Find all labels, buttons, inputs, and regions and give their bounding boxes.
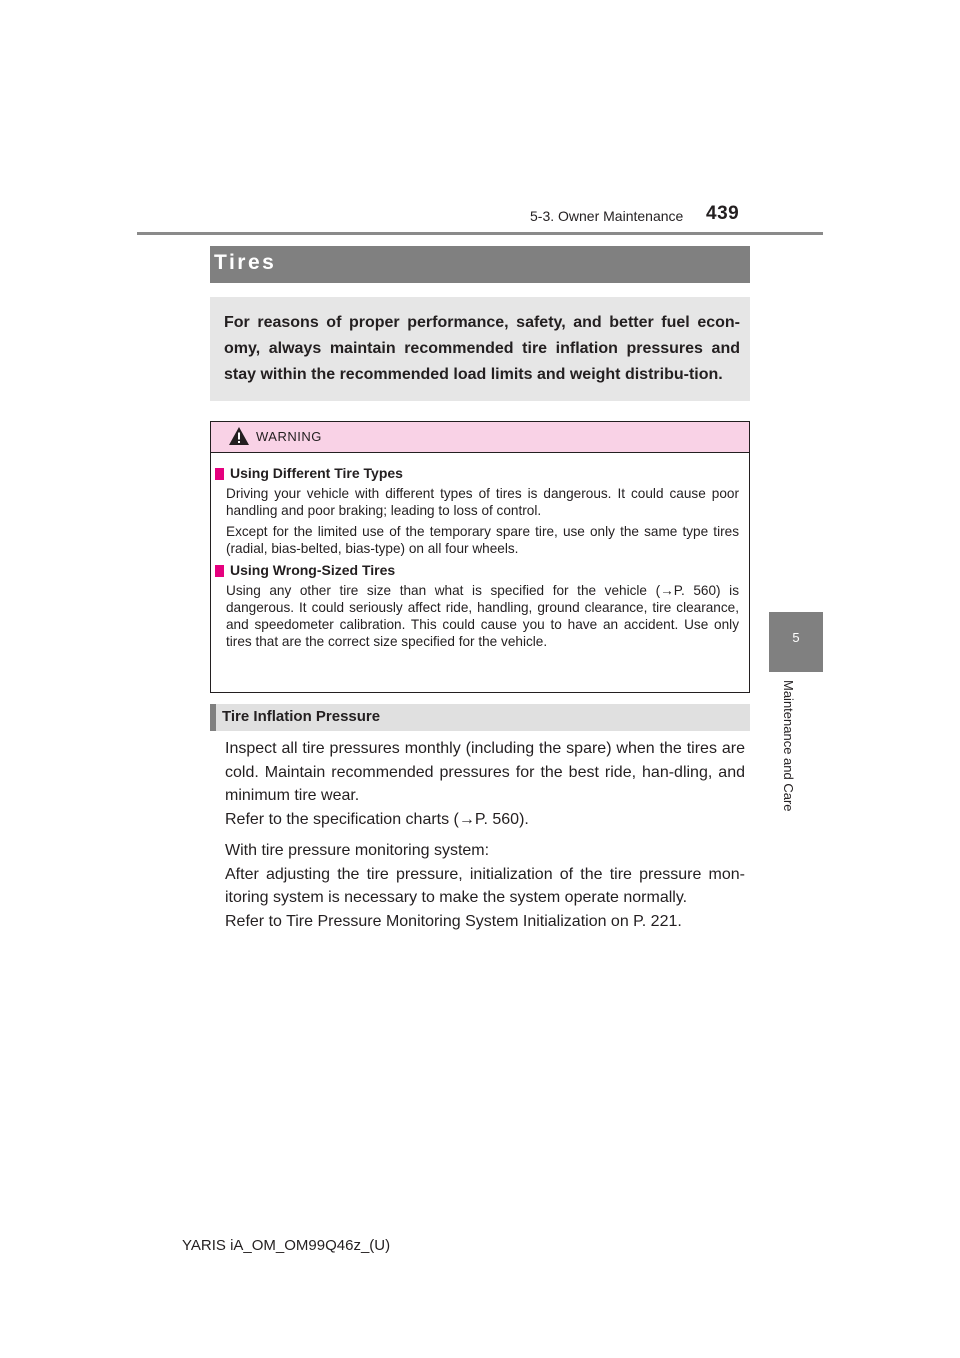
warning-item-title-text: Using Wrong-Sized Tires xyxy=(230,562,396,578)
subsection-title: Tire Inflation Pressure xyxy=(222,708,381,725)
warning-paragraph: Driving your vehicle with different types of tires is dangerous. It could cause poor handling and poor braking; leading to loss of control. xyxy=(226,486,739,518)
chapter-label: Maintenance and Care xyxy=(781,680,796,812)
warning-item-title xyxy=(215,561,739,580)
header-divider xyxy=(137,232,823,235)
section-title: 5-3. Owner Maintenance xyxy=(530,208,684,224)
square-bullet-icon xyxy=(215,468,224,480)
warning-body xyxy=(211,453,749,654)
body-reference: Refer to the specification charts (→P. 560). xyxy=(225,810,529,828)
page-number: 439 xyxy=(706,203,740,224)
warning-item-title xyxy=(215,464,739,483)
body-paragraph: After adjusting the tire pressure, initialization of the tire pressure mon-itoring system is necessary to make the system operate normally. xyxy=(225,865,745,906)
title-bar xyxy=(210,246,750,283)
warning-label: WARNING xyxy=(256,429,322,444)
square-bullet-icon xyxy=(215,565,224,577)
warning-paragraph: Except for the limited use of the temporary spare tire, use only the same type tires (radial, bias-belted, bias-type) on all four wheels. xyxy=(226,524,739,556)
warning-triangle-icon xyxy=(228,426,250,446)
footer-code: YARIS iA_OM_OM99Q46z_(U) xyxy=(182,1237,391,1254)
warning-paragraph: Using any other tire size than what is specified for the vehicle (→P. 560) is dangerous. It could seriously affect ride, handling, ground clearance, tire clearance, and speedometer calibration. This could cause you to have an accident. Use only tires that are the correct size specified for the vehicle. xyxy=(226,583,739,649)
body-reference: Refer to Tire Pressure Monitoring System Initialization on P. 221. xyxy=(225,912,682,930)
intro-box xyxy=(210,297,750,401)
warning-box xyxy=(210,421,750,693)
body-paragraph: Inspect all tire pressures monthly (including the spare) when the tires are cold. Maintain recommended pressures for the best ride, han-dling, and minimum tire wear. xyxy=(225,740,745,804)
warning-header xyxy=(211,422,749,453)
warning-item-title-text: Using Different Tire Types xyxy=(230,465,403,481)
page-title: Tires xyxy=(214,251,277,274)
body-text xyxy=(225,737,745,933)
body-lead: With tire pressure monitoring system: xyxy=(225,842,490,859)
intro-text: For reasons of proper performance, safety, and better fuel econ-omy, always maintain recommended tire inflation pressures and stay within the recommended load limits and weight distribu-tion. xyxy=(224,314,740,383)
chapter-number: 5 xyxy=(792,630,800,645)
